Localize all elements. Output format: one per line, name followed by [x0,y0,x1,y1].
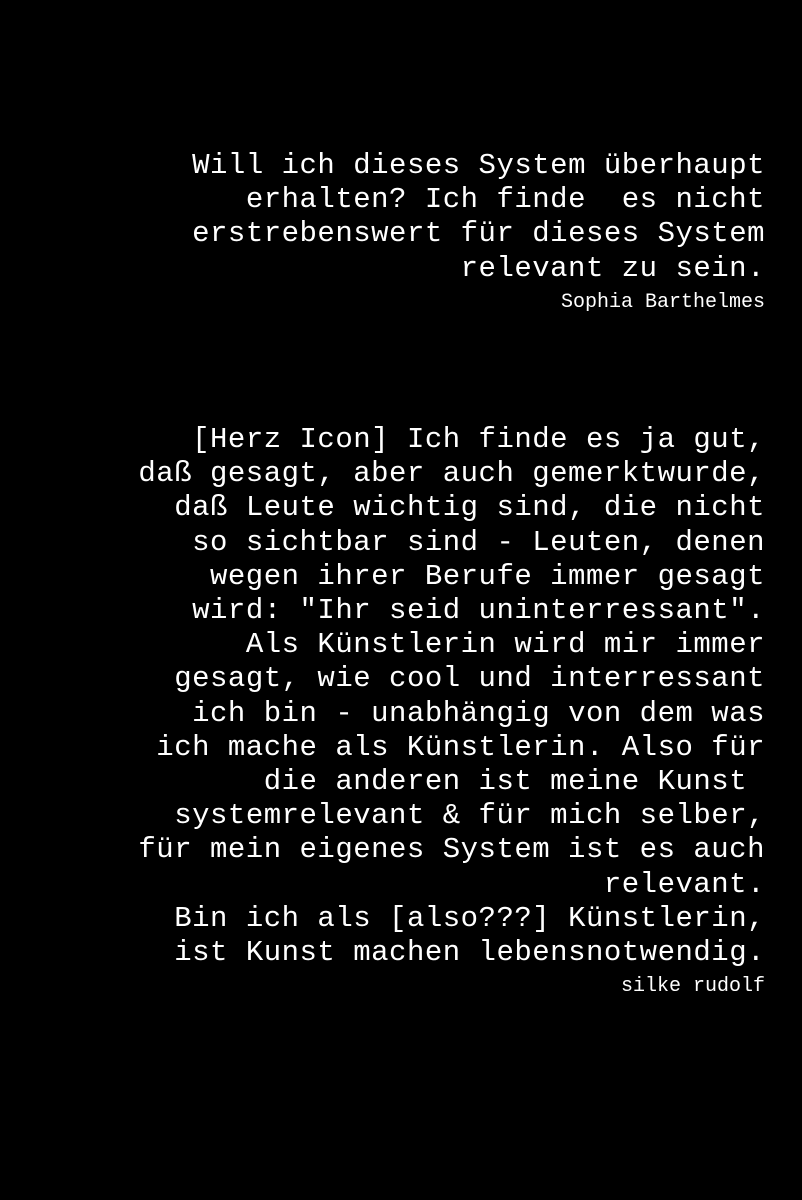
quote-line: relevant. [603,867,765,901]
quote-line: die anderen ist meine Kunst [263,765,765,799]
quote-line: systemrelevant & für mich selber, [174,799,765,833]
quote-line: so sichtbar sind - Leuten, denen [192,525,765,559]
quote-line: Will ich dieses System überhaupt [192,149,765,182]
quote-line: erhalten? Ich finde es nicht [245,183,765,217]
quote-line: Bin ich als [also???] Künstlerin, [174,901,765,935]
quote-block-2 [25,423,765,1001]
quote-line: daß Leute wichtig sind, die nicht [174,491,765,525]
quote-line: erstrebenswert für dieses System [192,217,765,251]
quote-author: silke rudolf [620,975,765,999]
quote-author: Sophia Barthelmes [560,290,765,314]
quote-line: für mein eigenes System ist es auch [138,833,765,867]
quote-line: ich bin - unabhängig von dem was [192,696,765,730]
quote-line: ist Kunst machen lebensnotwendig. [174,936,765,970]
quote-line: daß gesagt, aber auch gemerktwurde, [138,457,765,491]
quote-line: wegen ihrer Berufe immer gesagt [210,559,765,593]
quote-line: [Herz Icon] Ich finde es ja gut, [192,423,765,456]
quote-block-1 [65,149,765,317]
quote-line: Als Künstlerin wird mir immer [245,628,765,662]
quote-line: gesagt, wie cool und interressant [174,662,765,696]
quote-line: ich mache als Künstlerin. Also für [156,730,765,764]
quote-line: wird: "Ihr seid uninterressant". [192,594,765,628]
quote-line: relevant zu sein. [460,251,765,285]
